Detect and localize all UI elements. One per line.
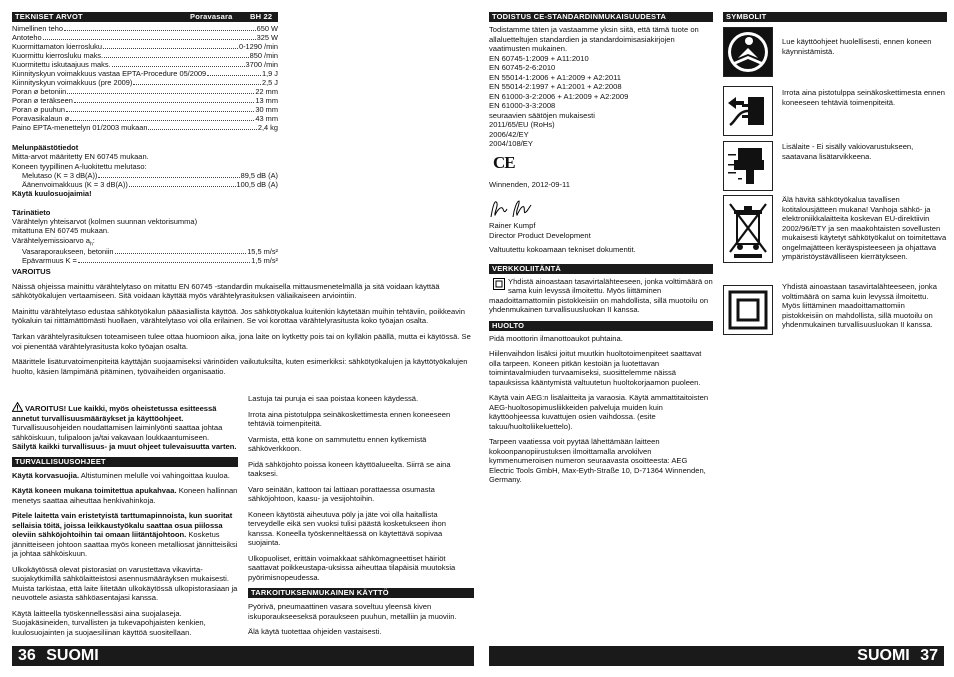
language-left: SUOMI (46, 647, 99, 664)
ce-standard: 2011/65/EU (RoHs) (489, 120, 555, 129)
spec-row-value: 1,9 J (261, 69, 278, 78)
vibration-line-3-text: Värähtelyemissioarvo a (12, 235, 90, 245)
warning-triangle-icon (12, 402, 23, 412)
safety-item: Koneen käytöstä aiheutuva pöly ja jäte voi olla haitallista terveydelle eikä sen vuoksi tulisi päästä kosketukseen ihon kanssa. Koneella työskenneltäessä on käytettävä sopivaa suojainta. (248, 509, 446, 547)
dot-leader (98, 171, 239, 178)
spec-row-label: Kuormittu kierrosluku maks. (12, 51, 104, 60)
safety-item-text: Altistuminen melulle voi vahingoittaa kuuloa. (79, 470, 230, 480)
spec-row (12, 24, 278, 33)
safety-item: Pidä sähköjohto poissa koneen käyttöalueelta. Siirrä se aina taaksesi. (248, 459, 451, 478)
symbol-text: Lisälaite - Ei sisälly vakiovarustukseen, saatavana lisätarvikkeena. (782, 142, 914, 161)
ce-intro: Todistamme täten ja vastaamme yksin siitä, että tämä tuote on allaluetteltujen standardien ja standardoimisasiakirjojen vaatimusten mukainen. (489, 25, 699, 53)
dot-leader (148, 123, 256, 130)
noise-note: Käytä kuulosuojaimia! (12, 189, 92, 199)
maintenance-paragraph: Pidä moottorin ilmanottoaukot puhtaina. (489, 333, 623, 343)
vibration-line-1: Värähtelyn yhteisarvot (kolmen suunnan vektorisumma) (12, 216, 198, 226)
dot-leader (66, 105, 254, 112)
spec-row-value: 2,5 J (261, 78, 278, 87)
signer-name: Rainer Kumpf (489, 221, 536, 230)
vibration-values (12, 247, 278, 265)
spec-row (12, 60, 278, 69)
dot-leader (104, 51, 248, 58)
mains-text: Yhdistä ainoastaan tasavirtalähteeseen, jonka volttimäärä on sama kuin levyssä ilmoitettu. Myös liittäminen maadoittamattomiin pistokkeisiin on mahdollista, sillä muotoilu on yhdenmukainen turvallisuusluokan II kanssa. (489, 276, 713, 314)
vibration-block (12, 208, 278, 266)
spec-row (12, 114, 278, 123)
signature-icon (489, 195, 713, 221)
ce-standard: seuraavien säätöjen mukaisesti (489, 110, 595, 120)
safety-item: Ulkopuoliset, erittäin voimakkaat sähkömagneettiset häiriöt saattavat poikkeustapa-uksissa aiheuttaa tilapäisiä muutoksia pyörimisnopeudessa. (248, 553, 456, 582)
safety-item-text: Käytä laitteella työskennellessäsi aina suojalaseja. Suojakäsineiden, turvallisten ja tukevapohjaisten kenkien, kuulosuojainten ja suojaesiliinan käyttöä suositellaan. (12, 608, 206, 637)
ce-mark-text: CE (493, 152, 515, 172)
spec-row (12, 69, 278, 78)
spec-row (12, 123, 278, 132)
safety-item-text: Koneen hallinnan menetys saattaa aiheuttaa henkivahinkoja. (12, 486, 238, 505)
spec-row-label: Poran ø puuhun (12, 105, 66, 114)
symbol-row (723, 86, 947, 136)
vibration-row-value: 15,5 m/s² (247, 247, 278, 257)
noise-row-value: 89,5 dB (A) (240, 171, 278, 181)
spec-row (12, 96, 278, 105)
spec-row-label: Kiinnityskyun voimakkuus (pre 2009) (12, 78, 133, 87)
noise-row-label: Äänenvoimakkuus (K = 3 dB(A)) (22, 180, 128, 190)
vibration-row-label: Vasaraporaukseen, betoniin (22, 247, 114, 257)
ce-standard: EN 55014-2:1997 + A1:2001 + A2:2008 (489, 82, 622, 91)
ce-standard: EN 60745-2-6:2010 (489, 63, 556, 72)
language-right: SUOMI (857, 647, 910, 664)
safety-item-bold: Käytä koneen mukana toimitettua apukahvaa. (12, 486, 177, 495)
safety-item-text: Kosketus jännitteiseen johtoon saattaa myös koneen metalliosat jännitteisiksi ja johtaa sähköiskuun. (12, 530, 238, 558)
safety-item (12, 486, 238, 505)
dot-leader (207, 69, 261, 76)
symbols-header: SYMBOLIT (723, 12, 947, 22)
spec-row (12, 51, 278, 60)
safety-item: Irrota aina pistotulppa seinäkoskettimesta ennen koneeseen tehtäviä toimenpiteitä. (248, 409, 451, 428)
keep-instructions-note: Säilytä kaikki turvallisuus- ja muut ohjeet tulevaisuutta varten. (12, 442, 237, 451)
maintenance-paragraph: Käytä vain AEG:n lisälaitteita ja varaosia. Käytä ammattitaitoisten AEG-huoltosopimusliikkeiden palveluja muiden kuin käyttöohjeessa kuvattujen osien vaihdossa. (esite takuu/huoltoliikeluettelo). (489, 393, 709, 431)
noise-values (12, 171, 278, 189)
page-number-left: 36 (18, 647, 36, 664)
maintenance-paragraph: Tarpeen vaatiessa voit pyytää lähettämään laitteen kokoonpanopiirustuksen ilmoittamalla arvokilven kymmenumeroisen numeron seuraavasta osoitteesta: AEG Electric Tools GmbH, Max-Eyth-Straße 10, D-71364 Winnenden, Germany. (489, 437, 706, 484)
unplug-icon (723, 86, 773, 136)
dot-leader (133, 78, 261, 85)
spec-row-label: Nimellinen teho (12, 24, 63, 33)
warning-paragraph: Mainittu värähtelytaso edustaa sähkötyökalun pääasiallista käyttöä. Jos sähkötyökalua kuitenkin käytetään muihin tehtäviin, poikkeavin työkaluin tai riittämättömästi huollaen, värähtelytaso voi olla erilainen. Se voi korottaa värähtelyrasitusta koko työajan osalta. (12, 306, 465, 326)
symbol-text: Älä hävitä sähkötyökalua tavallisen kotitalousjätteen mukana! Vanhoja sähkö- ja elektroniikkalaitteita koskevan EU-direktiivin 2002/96/ETY ja sen maakohtaisten sovellusten mukaisesti käytetyt sähkötyökalut on toimitettava ongelmajätteen keräyspisteeseen ja ohjattava ympäristöystävälliseen kierrätykseen. (782, 195, 947, 261)
dot-leader (43, 33, 256, 40)
class-ii-icon (493, 278, 505, 290)
vibration-row-label: Epävarmuus K = (22, 256, 77, 266)
ce-standard: EN 55014-1:2006 + A1:2009 + A2:2011 (489, 72, 622, 82)
warning-section (12, 267, 474, 382)
general-warning (12, 402, 238, 442)
safety-list-continued (248, 394, 474, 582)
spec-row-label: Paino EPTA-menettelyn 01/2003 mukaan (12, 123, 148, 132)
ce-standard: 2006/42/EY (489, 129, 529, 139)
mains-header: VERKKOLIITÄNTÄ (489, 264, 713, 274)
dot-leader (74, 96, 255, 103)
maintenance-paragraph: Hiilenvaihdon lisäksi joitut muutkin huoltotoimenpiteet saattavat olla tarpeen. Koneen pitkän kestoiän ja luotettavan toimintavalmiuden turvaamiseksi, suosittelemme näissä tapauksissa kääntymistä valtuutetun huoltokorjaamon puoleen. (489, 349, 702, 387)
safety-item-text: Ulkokäytössä olevat pistorasiat on varustettava vikavirta-suojakytkimillä sähkölaitteistosi asennusmääräyksen mukaisesti. Muista tarkistaa, että laite liitetään ulkokäytössä ulkopistorasiaan ja neuvottele asiasta sähköasentajasi kanssa. (12, 564, 238, 602)
dot-leader (70, 114, 254, 121)
ce-standard: EN 61000-3-2:2006 + A1:2009 + A2:2009 (489, 91, 629, 101)
vibration-title: Tärinätieto (12, 207, 51, 217)
symbol-text: Lue käyttöohjeet huolellisesti, ennen koneen käynnistämistä. (782, 37, 932, 56)
spec-row (12, 78, 278, 87)
spec-row-value: 43 mm (255, 114, 278, 123)
spec-row-value: 2,4 kg (257, 123, 278, 132)
spec-row (12, 33, 278, 42)
mains-block (489, 277, 713, 315)
spec-row-label: Kiinnityskyun voimakkuus vastaa EPTA-Procedure 05/2009 (12, 69, 207, 78)
ce-standards-list (489, 54, 713, 149)
warning-paragraph: Näissä ohjeissa mainittu värähtelytaso on mitattu EN 60745 -standardin mukaisella mittausmenetelmällä ja sitä voidaan käyttää sähkötyökalujen vertaamiseen. Sitä voidaan käyttää myös värähtelyrasituksen väliaikaiseen arviointiin. (12, 281, 440, 301)
vibration-row-value: 1,5 m/s² (251, 256, 278, 266)
vibration-line-2: mitattuna EN 60745 mukaan. (12, 226, 110, 236)
spec-row-value: 650 W (256, 24, 278, 33)
spec-row-value: 325 W (256, 33, 278, 42)
safety-item (12, 609, 238, 638)
class-ii-icon (723, 285, 773, 335)
symbol-text: Irrota aina pistotulppa seinäkoskettimesta ennen koneeseen tehtäviä toimenpiteitä. (782, 88, 945, 107)
noise-row (22, 180, 278, 189)
signer-title: Director Product Development (489, 230, 591, 240)
spec-row-label: Antoteho (12, 33, 42, 42)
safety-header: TURVALLISUUSOHJEET (12, 457, 238, 467)
safety-item: Varo seinään, kattoon tai lattiaan porattaessa osumasta sähköjohtoon, kaasu- ja vesijohtoihin. (248, 484, 435, 503)
read-manual-icon (723, 27, 773, 77)
spec-row-value: 22 mm (255, 87, 278, 96)
dot-leader (115, 247, 247, 254)
safety-item-bold: Pitele laitetta vain eristetyistä tarttumapinnoista, kun suoritat sellaisia töitä, joissa leikkaustyökalu saattaa osua piilossa oleviin sähköjohtoihin tai omaan liitäntäjohtoon. (12, 511, 233, 539)
spec-list (12, 24, 278, 132)
page-number-right: 37 (920, 647, 938, 664)
noise-title: Melunpäästötiedot (12, 143, 79, 152)
vibration-line-3: Värähtelyemissioarvo $a_h$: (12, 235, 95, 248)
noise-block (12, 143, 278, 199)
dot-leader (78, 256, 250, 263)
ce-standard: EN 60745-1:2009 + A11:2010 (489, 53, 589, 63)
footer-left (12, 646, 474, 666)
tech-section (12, 12, 278, 265)
weee-bin-icon (723, 195, 773, 263)
spec-row-value: 0-1290 /min (238, 42, 278, 51)
noise-row-label: Melutaso (K = 3 dB(A)) (22, 171, 98, 181)
accessory-icon (723, 141, 773, 191)
symbol-row (723, 195, 947, 267)
ce-column (489, 12, 713, 491)
noise-row-value: 100,5 dB (A) (236, 180, 278, 190)
usage-paragraph: Älä käytä tuotettaa ohjeiden vastaisesti. (248, 627, 382, 636)
safety-item: Varmista, että kone on sammutettu ennen kytkemistä sähköverkkoon. (248, 434, 427, 453)
spec-row-value: 30 mm (255, 105, 278, 114)
spec-row-label: Poran ø teräkseen (12, 96, 73, 105)
spec-row-label: Poran ø betoniin (12, 87, 67, 96)
usage-paragraph: Pyörivä, pneumaattinen vasara soveltuu yleensä kiven iskuporaukseeseksä poraukseen puuhun, metalliin ja muoviin. (248, 602, 457, 621)
warning-paragraph: Tarkan värähtelyrasituksen toteamiseen tulee ottaa huomioon aika, jona laite on kytketty pois tai on kylläkin päällä, mutta ei käytössä. Se voi pienentää värähtelyrasitusta koko työajan osalta. (12, 331, 471, 351)
ce-standard: EN 61000-3-3:2008 (489, 101, 556, 110)
ce-header: TODISTUS CE-STANDARDINMUKAISUUDESTA (489, 12, 713, 22)
noise-line-2: Koneen tyypillinen A-luokitettu melutaso: (12, 161, 147, 171)
dot-leader (67, 87, 254, 94)
spec-row-label: Poravasikalaun ø (12, 114, 70, 123)
tech-header-title: TEKNISET ARVOT (15, 12, 83, 21)
place-date: Winnenden, 2012-09-11 (489, 179, 570, 189)
usage-header: TARKOITUKSENMUKAINEN KÄYTTÖ (248, 588, 474, 598)
general-warning-bold: VAROITUS! Lue kaikki, myös oheistetussa esitteessä annetut turvallisuusmääräykset ja käyttöohjeet. (12, 404, 217, 423)
warning-title: VAROITUS (12, 267, 51, 276)
safety-list (12, 471, 238, 638)
symbol-row (723, 141, 947, 191)
spec-row (12, 42, 278, 51)
safety-item: Lastuja tai puruja ei saa poistaa koneen käydessä. (248, 394, 419, 403)
safety-column-right (248, 394, 474, 643)
spec-row-value: 13 mm (255, 96, 278, 105)
vibration-row (22, 247, 278, 256)
ce-standard: 2004/108/EY (489, 139, 533, 148)
symbol-row (723, 282, 947, 341)
model-name: BH 22 E (250, 12, 273, 31)
safety-column-left (12, 402, 238, 643)
noise-row (22, 171, 278, 180)
dot-leader (64, 24, 256, 31)
dot-leader (103, 42, 238, 49)
warning-paragraph: Määrittele lisäturvatoimenpiteitä käyttäjän suojaamiseksi värinöiden vaikutuksilta, kuten esimerkiksi: sähkötyökalujen ja käyttötyökalujen huolto, käsien lämpimänä pitäminen, työvaiheiden organisaatio. (12, 357, 468, 376)
spec-row-value: 850 /min (249, 51, 278, 60)
authorized-note: Valtuutettu kokoamaan tekniset dokumentit. (489, 245, 636, 254)
dot-leader (112, 60, 245, 67)
spec-row (12, 105, 278, 114)
symbol-text: Yhdistä ainoastaan tasavirtalähteeseen, jonka volttimäärä on sama kuin levyssä ilmoitettu. Myös liittäminen maadoittamattomiin pistokkeisiin on mahdollista, sillä muotoilu on yhdenmukainen turvallisuusluokan II kanssa. (782, 282, 937, 329)
maintenance-header: HUOLTO (489, 321, 713, 331)
spec-row-value: 3700 /min (245, 60, 278, 69)
product-type: Poravasara (190, 12, 233, 21)
dot-leader (129, 180, 236, 187)
spec-row (12, 87, 278, 96)
symbol-row (723, 27, 947, 79)
spec-row-label: Kuormittamaton kierrosluku (12, 42, 102, 51)
ce-mark-icon (493, 152, 713, 178)
general-warning-text: Turvallisuusohjeiden noudattamisen laiminlyönti saattaa johtaa sähköiskuun, tulipaloon ja/tai vakavaan loukkaantumiseen. (12, 423, 223, 442)
safety-item-bold: Käytä korvasuojia. (12, 470, 80, 480)
safety-item (12, 511, 238, 559)
footer-right (489, 646, 944, 666)
safety-item (12, 565, 238, 603)
spec-row-label: Kuormitettu iskutaajuus maks. (12, 60, 111, 69)
noise-line-1: Mitta-arvot määritetty EN 60745 mukaan. (12, 152, 149, 162)
safety-item (12, 471, 238, 481)
vibration-row (22, 256, 278, 265)
